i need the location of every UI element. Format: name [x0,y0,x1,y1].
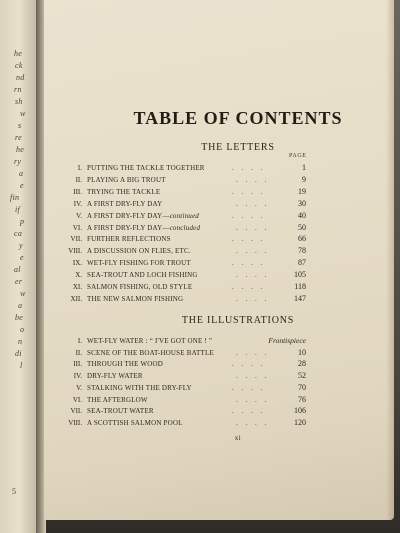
entry-number: III. [73,360,82,369]
toc-entry [44,175,394,185]
entry-page-number: 1 [302,163,306,172]
dot-leader: . . . . [232,360,266,369]
facing-page-text: di [15,349,22,358]
entry-title-text: SCENE OF THE BOAT-HOUSE BATTLE [87,348,214,357]
toc-entry [44,395,394,405]
dot-leader: . . . . [236,294,270,303]
entry-title-text: THE AFTERGLOW [87,395,148,404]
entry-title [87,418,183,428]
facing-page-text: rn [14,85,22,94]
entry-page-number: 105 [294,270,306,280]
entry-number: IV. [73,372,82,381]
entry-number: VI. [72,223,82,232]
entry-title [87,359,163,369]
facing-page-text: ca [14,229,23,238]
toc-entry [44,418,394,428]
entry-title-text: A FIRST DRY-FLY DAY— [87,211,170,220]
entry-title-text: WET-FLY FISHING FOR TROUT [87,259,191,268]
entry-title [87,270,198,280]
dot-leader: . . . . [236,223,270,232]
entry-title-text: THROUGH THE WOOD [87,360,164,369]
entry-title [87,371,143,381]
facing-page-text: ck [15,61,23,70]
entry-title-text: A DISCUSSION ON FLIES, ETC. [87,247,191,256]
contents-page [44,0,394,520]
entry-title [87,406,154,416]
facing-page-text: be [15,313,24,322]
entry-title [87,234,171,244]
entry-title [87,348,214,358]
entry-title [87,282,192,292]
toc-entry [44,246,394,256]
entry-title-text: A SCOTTISH SALMON POOL [87,418,183,427]
toc-entry [44,336,394,346]
toc-entry [44,371,394,381]
entry-number: VI. [72,395,82,404]
entry-number: VIII. [68,418,82,427]
entry-page-number: 70 [298,382,306,392]
entry-title [87,395,148,405]
facing-page-text: a [19,169,24,178]
entry-page-number: 76 [298,394,306,404]
entry-title [87,383,192,393]
facing-page-text: a [18,301,23,310]
entry-title [87,294,183,304]
entry-title-text: SALMON FISHING, OLD STYLE [87,283,193,291]
entry-number: VIII. [68,247,82,256]
facing-page-text: s [18,121,22,130]
entry-page-number: 87 [298,258,306,268]
entry-title-text: A FIRST DRY-FLY DAY [87,199,163,208]
entry-number: X. [75,271,82,280]
toc-entry [44,258,394,268]
dot-leader: . . . . [232,164,266,172]
facing-page-text: al [14,265,21,274]
facing-page [0,0,40,533]
dot-leader: . . . . [236,247,270,256]
entry-title-text: PUTTING THE TACKLE TOGETHER [87,164,205,172]
dot-leader: . . . . [236,372,270,381]
dot-leader: . . . . [236,418,270,427]
entry-title [87,187,160,197]
facing-page-text: y [19,241,23,250]
entry-page-number: 50 [298,222,306,232]
dot-leader: . . . . [232,235,266,244]
entry-page-number: 9 [302,174,306,184]
facing-page-text: o [20,325,25,334]
entry-title-italic: concluded [169,223,201,232]
toc-entry [44,211,394,221]
entry-title-text: A FIRST DRY-FLY DAY— [87,223,170,232]
dot-leader: . . . . [232,407,266,416]
entry-title-text: STALKING WITH THE DRY-FLY [87,383,192,392]
toc-entry [44,383,394,393]
toc-entry [44,234,394,244]
dot-leader: . . . . [232,283,266,291]
dot-leader: . . . . [232,187,266,196]
facing-page-text: if [15,205,21,214]
entry-page-number: 10 [298,347,306,357]
entry-page-number: 118 [294,282,306,291]
toc-entry [44,348,394,358]
entry-number: IV. [73,199,82,208]
toc-entry [44,270,394,280]
entry-title [87,211,199,221]
dot-leader: . . . . [236,199,270,208]
entry-page-number: 66 [298,234,306,244]
entry-number: V. [76,211,82,220]
entry-title [87,246,191,256]
dot-leader: . . . . [232,383,266,392]
facing-page-text: he [16,145,25,154]
entry-title-text: SEA-TROUT WATER [87,407,154,416]
page-column-label: PAGE [289,153,307,159]
entry-number: I. [77,164,82,172]
illustrations-heading: THE ILLUSTRATIONS [181,315,295,326]
entry-page-number: 19 [298,186,306,196]
toc-entry [44,294,394,304]
entry-page-number: 30 [298,198,306,208]
folio-number: xi [234,434,242,442]
entry-number: XII. [70,294,82,303]
toc-entry [44,282,394,292]
entry-number: II. [75,175,82,184]
page-title: TABLE OF CONTENTS [133,108,343,128]
entry-title [87,336,212,346]
entry-number: VII. [70,407,82,416]
facing-page-number: 5 [12,487,16,496]
facing-page-text: fin [10,193,20,202]
entry-page-number: 106 [294,406,306,416]
entry-title-text: TRYING THE TACKLE [87,187,161,196]
dot-leader: . . . . [236,175,270,184]
facing-page-text: re [15,133,22,142]
entry-title-text: SEA-TROUT AND LOCH FISHING [87,271,198,280]
entry-number: I. [77,337,82,345]
facing-page-text: sh [15,97,23,106]
facing-page-text: he [14,49,23,58]
toc-entry [44,199,394,209]
facing-page-text: p [20,217,25,226]
dot-leader: . . . . [236,271,270,280]
entry-title-text: WET-FLY WATER : “ I'VE GOT ONE ! ” [87,337,213,345]
dot-leader: . . . . [232,211,266,220]
entry-page-number: 120 [294,417,306,427]
entry-number: III. [73,187,82,196]
entry-page-number: 28 [298,359,306,369]
facing-page-text: e [20,181,24,190]
facing-page-text: w [20,109,26,118]
entry-title-text: FURTHER REFLECTIONS [87,235,171,244]
entry-number: IX. [72,259,82,268]
entry-page-number: 52 [298,371,306,381]
toc-entry [44,406,394,416]
entry-title-text: THE NEW SALMON FISHING [87,294,184,303]
dot-leader: . . . . [236,395,270,404]
entry-page-number: Frontispiece [268,336,306,345]
entry-page-number: 78 [298,246,306,256]
letters-heading: THE LETTERS [201,142,275,153]
dot-leader: . . . . [236,348,270,357]
facing-page-text: ry [14,157,22,166]
toc-entry [44,223,394,233]
toc-entry [44,187,394,197]
facing-page-text: l [20,361,23,370]
entry-title-italic: continued [169,211,199,220]
entry-title-text: DRY-FLY WATER [87,372,143,381]
entry-title [87,258,191,268]
entry-title-text: PLAYING A BIG TROUT [87,175,166,184]
entry-number: XI. [72,283,82,291]
toc-entry [44,359,394,369]
dot-leader: . . . . [232,259,266,268]
entry-title [87,175,166,185]
entry-title [87,199,162,209]
entry-title [87,223,200,233]
entry-page-number: 147 [294,293,306,303]
facing-page-text: er [15,277,23,286]
toc-entry [44,163,394,173]
entry-number: V. [76,383,82,392]
entry-title [87,163,205,173]
entry-page-number: 40 [298,210,306,220]
facing-page-text: nd [16,73,25,82]
facing-page-text: e [20,253,24,262]
entry-number: II. [75,348,82,357]
entry-number: VII. [70,235,82,244]
facing-page-text: w [20,289,26,298]
facing-page-text: n [18,337,23,346]
